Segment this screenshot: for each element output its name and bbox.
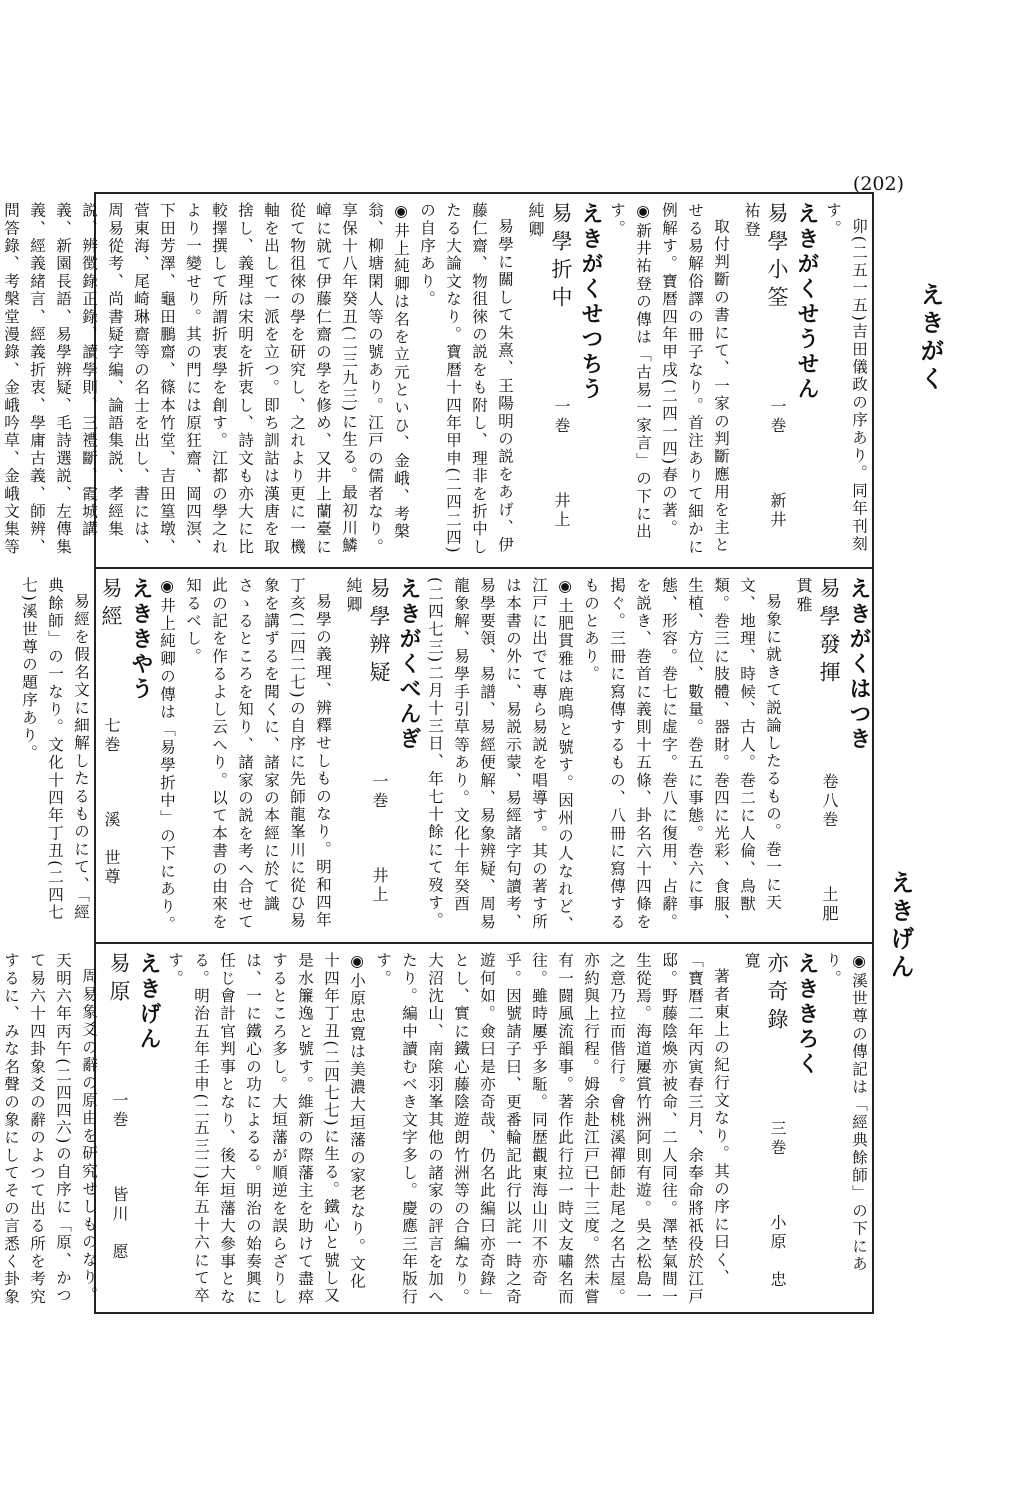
entry-volume-count: 一巻: [110, 1092, 129, 1130]
entry-volume-count: 一巻: [370, 773, 389, 811]
entry-column: [2, 202, 872, 561]
entry-description: 易經を假名文に細解したるものにて、「經典餘師」の一なり。文化十四年丁丑(二四七七)溪世尊の題序あり。: [20, 577, 90, 922]
entry-title: [522, 202, 574, 561]
entry-description: 易學の義理、辨釋せしものなり。明和四年丁亥(二四二七)の自序に先師龍峯川に從ひ易象を講ずるを聞くに、諸家の本經に於て識さゝるところを知り、諸家の説を考へ合せて此の記を作るよし云へり。以て本書の由來を知るべし。: [184, 577, 332, 931]
entry-author: 溪 世尊: [102, 811, 121, 887]
biography-note: ◉井上純卿の傳は「易學折中」の下にあり。: [158, 577, 176, 934]
entry-description: 易學に關して朱熹、王陽明の説をあげ、伊藤仁齋、物徂徠の説をも附し、理非を折中したる大論文なり。寶暦十四年甲申(二四二四)の自序あり。: [418, 202, 514, 556]
entry-title: [790, 577, 842, 943]
entry-reading-heading: えききろく: [794, 952, 820, 1077]
entry-volume-count: 一巻: [768, 398, 787, 436]
entry-title-text: 亦奇錄: [765, 952, 789, 1036]
entry-volume-count: 七巻: [102, 717, 121, 755]
entry-reading-heading: えきがくべんぎ: [396, 577, 422, 752]
entry-reading-heading: えきげん: [136, 952, 162, 1052]
biography-note: ◉井上純卿は名を立元といひ、金峨、考槃翁、柳塘閑人等の號あり。江戸の儒者なり。享保十八年癸丑(二三九三)に生る。最初川鱗嶂に就て伊藤仁齋の學を修め、又井上蘭臺に從て物徂徠の學を研究し、之れより更に一機軸を出して一派を立つ。即ち訓詁は漢唐を取捨し、義理は宋明を折衷し、詩文も亦大に比較擇撰して所謂折衷學を創す。江都の學之れより一變せり。其の門には原狂齋、岡四溟、下田芳澤、龜田鵬齋、篠本竹堂、吉田篁墩、菅東海、尾崎琳齋等の名士を出し、書には、周易從考、尚書疑字編、論語集説、孝經集説、辨徴錄正錄、讀學則、三禮斷、霞城講義、新園長語、易學辨疑、毛詩選説、左傳集義、經義緒言、經義折衷、學庸古義、師辨、問答錄、考槃堂漫錄、金峨吟草、金峨文集等: [2, 202, 410, 556]
entry-title: [738, 952, 790, 1306]
entry-reading-heading: えきがくせつちう: [578, 202, 604, 402]
margin-label-bottom: えきげん: [886, 870, 915, 982]
entry-description: 取付判斷の書にて、一家の判斷應用を主とせる易解俗譯の冊子なり。首注ありて細かに例解す。寶暦四年甲戌(二四一四)春の著。: [660, 202, 730, 556]
entry-title: [106, 952, 132, 1306]
entry-title-text: 易學折中: [549, 202, 573, 314]
biography-note: ◉新井祐登の傳は「古易一家言」の下に出す。: [608, 202, 652, 541]
entry-reading-heading: えききやう: [128, 577, 154, 702]
entry-description: 周易象爻の辭の原由を研究せしものなり。天明六年丙午(二四四六)の自序に「原、かつて易六十四卦象爻の辭のよつて出る所を考究するに、みな名聲の象にしてその言悉く卦象: [2, 952, 98, 1306]
entry-author: 井上 純卿: [526, 202, 571, 549]
section-middle: [20, 569, 872, 943]
entry-title-text: 易學發揮: [817, 577, 841, 689]
entry-title: [340, 577, 392, 936]
entry-volume-count: 一巻: [552, 398, 571, 436]
entry-title: [98, 577, 124, 936]
entry-column: [2, 952, 872, 1306]
entry-volume-count: 三巻: [768, 1120, 787, 1158]
section-bottom: [2, 944, 872, 1312]
entry-title-text: 易經: [99, 577, 123, 633]
page-frame: [2, 192, 874, 1314]
entry-description: 著者東上の紀行文なり。其の序に曰く、「寶暦二年丙寅春三月、余奉命將祇役於江戸邸。野藤陰煥亦被命、二人同往。澤埜氣間一生從焉。海道屢賞竹洲阿則有遊。吳之松島一之意乃拉而偕行。會桃溪禪師赴尾之名古屋。亦約與上行程。姆余赴江戸已十三度。然未嘗有一闘風流韻事。著作此行拉一時文友嘯名而往。雖時屢乎多駈。同歴觀東海山川不亦奇乎。因號請子曰、更番輪記此行以詫一時之奇遊何如。僉曰是亦奇哉、仍名此編曰亦奇錄」とし、實に鐵心藤陰遊朗竹洲等の合編なり。大沼沈山、南隂羽峯其他の諸家の評言を加へたり。編中讀むべき文字多し。慶應三年版行す。: [374, 952, 730, 1306]
entry-title-text: 易學小筌: [765, 202, 789, 314]
entry-description: 卯(二五一五)吉田儀政の序あり。同年刊刻す。: [824, 202, 868, 553]
section-top: [2, 194, 872, 567]
biography-note: ◉土肥貫雅は鹿鳴と號す。因州の人なれど、江戸に出でて專ら易説を唱導す。其の著す所は本書の外に、易説示蒙、易經諸字句讀考、易學要領、易譜、易經便解、易象辨疑、周易龍象解、易學手引草等あり。文化十年癸酉(二四七三)二月十三日、年七十餘にて歿す。: [426, 577, 574, 934]
entry-volume-count: 卷八巻: [820, 773, 839, 830]
entry-title: [738, 202, 790, 561]
entry-author: 井上 純卿: [344, 577, 389, 924]
entry-reading-heading: えきがくはつき: [846, 577, 872, 752]
entry-title-text: 易學辨疑: [367, 577, 391, 689]
entry-description: 易象に就きて説論したるもの。巻一に天文、地理、時候、古人。巻二に人倫、鳥獸類。巻三に肢體、器財。巻四に光彩、食服、生植、方位、數量。巻五に事態。巻六に事態、形容。巻七に虚字。巻八に復用、占辭。を説き、巻首に義則十五條、卦名六十四條を掲ぐ。三冊に寫傳するもの、八冊に寫傳するものとあり。: [582, 577, 782, 931]
entry-column: [20, 577, 872, 943]
entry-reading-heading: えきがくせうせん: [794, 202, 820, 402]
margin-label-top: えきがく: [916, 282, 945, 394]
entry-author: 小原 忠寛: [742, 952, 787, 1290]
biography-note: ◉溪世尊の傳記は「經典餘師」の下にあり。: [824, 952, 868, 1274]
biography-note: ◉小原忠寛は美濃大垣藩の家老なり。文化十四年丁丑(二四七七)に生る。鐵心と號し又是水簾逸と號す。維新の際藩主を助けて盡瘁するところ多し。大垣藩が順逆を誤らざりしは、一に鐵心の功によるる。明治の始奏興に任じ會計官判事となり、後大垣藩大參事となる。明治五年壬申(二五三二)年五十六にて卒す。: [166, 952, 366, 1306]
entry-author: 新井 祐登: [742, 202, 787, 549]
page-number: (202): [852, 173, 904, 195]
entry-title-text: 易原: [107, 952, 131, 1008]
entry-author: 皆川 愿: [110, 1186, 129, 1262]
entry-author: 土肥 貫雅: [794, 577, 839, 943]
